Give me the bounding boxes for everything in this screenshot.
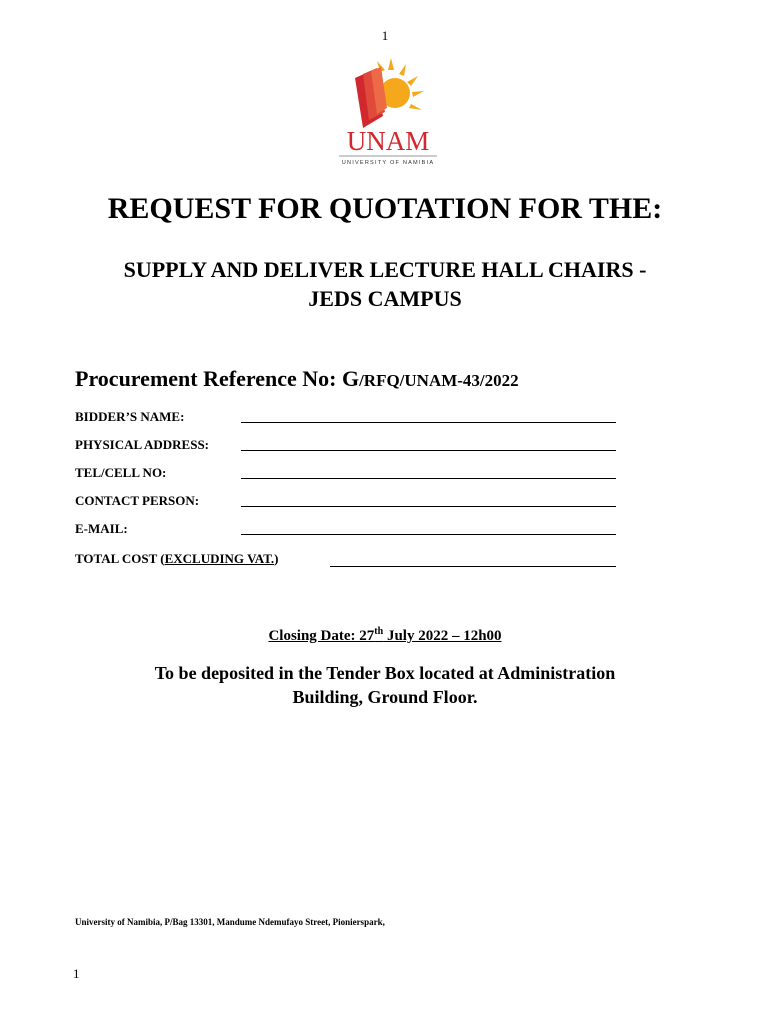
email-blank[interactable] xyxy=(241,534,616,535)
tel-cell-label: TEL/CELL NO: xyxy=(75,465,167,480)
tel-cell-blank[interactable] xyxy=(241,478,616,479)
unam-logo xyxy=(333,58,443,170)
footer-address: University of Namibia, P/Bag 13301, Mandume Ndemufayo Street, Pionierspark, xyxy=(75,917,385,927)
logo-tagline: UNIVERSITY OF NAMIBIA xyxy=(341,160,435,166)
procurement-reference-number: /RFQ/UNAM-43/2022 xyxy=(359,371,519,390)
closing-date-prefix: Closing Date: 27 xyxy=(268,628,375,644)
procurement-reference xyxy=(75,366,519,392)
subtitle-line-1: SUPPLY AND DELIVER LECTURE HALL CHAIRS - xyxy=(123,257,647,282)
deposit-line-2: Building, Ground Floor. xyxy=(292,687,478,707)
contact-person-blank[interactable] xyxy=(241,506,616,507)
procurement-reference-label: Procurement Reference No: G xyxy=(75,366,360,391)
total-cost-prefix: TOTAL COST ( xyxy=(75,551,165,566)
physical-address-blank[interactable] xyxy=(241,450,616,451)
document-subtitle xyxy=(60,255,710,313)
deposit-line-1: To be deposited in the Tender Box located at Administration xyxy=(154,663,616,683)
total-cost-blank[interactable] xyxy=(330,566,616,567)
bidder-name-label: BIDDER’S NAME: xyxy=(75,409,185,424)
closing-date-superscript: th xyxy=(374,626,384,637)
logo-wordmark: UNAM xyxy=(346,126,430,156)
page-number-bottom: 1 xyxy=(73,966,80,981)
total-cost-excluding-vat: EXCLUDING VAT. xyxy=(164,551,275,566)
deposit-instructions xyxy=(80,661,690,709)
bidder-name-blank[interactable] xyxy=(241,422,616,423)
book-icon xyxy=(355,67,387,128)
unam-sun-book-logo-icon xyxy=(333,58,443,170)
total-cost-label xyxy=(75,551,279,567)
email-label: E-MAIL: xyxy=(75,521,128,536)
subtitle-line-2: JEDS CAMPUS xyxy=(308,286,462,311)
contact-person-label: CONTACT PERSON: xyxy=(75,493,200,508)
physical-address-label: PHYSICAL ADDRESS: xyxy=(75,437,210,452)
page-number-top: 1 xyxy=(381,28,389,43)
total-cost-suffix: ) xyxy=(274,551,279,566)
closing-date-suffix: July 2022 – 12h00 xyxy=(383,628,502,644)
closing-date xyxy=(0,626,770,645)
document-title: REQUEST FOR QUOTATION FOR THE: xyxy=(107,192,663,225)
